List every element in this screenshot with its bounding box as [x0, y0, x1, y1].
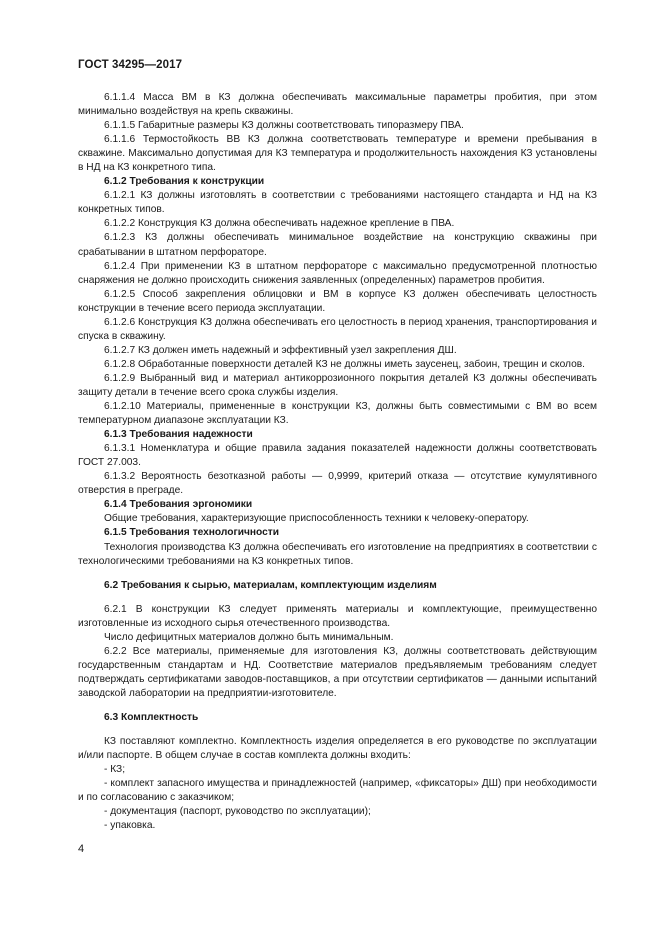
clause-6-2-1: 6.2.1 В конструкции КЗ следует применять материалы и комплектующие, преимущественно изготовленные из исходного сырья отечественного производства. — [78, 603, 597, 629]
clause-6-2-2: 6.2.2 Все материалы, применяемые для изготовления КЗ, должны соответствовать действующим государственным стандартам и НД. Соответствие материалов предъявляемым требованиям следует подтверждать сертификатами заводов-поставщиков, а при отсутствии сертификатов — данными испытаний заводской лаборатории на предприятии-изготовителе. — [78, 645, 597, 699]
clause-6-1-2-5: 6.1.2.5 Способ закрепления облицовки и ВМ в корпусе КЗ должен обеспечивать целостность конструкции в течение всего периода эксплуатации. — [78, 288, 597, 314]
list-item: - упаковка. — [104, 820, 156, 832]
clause-6-1-3-2: 6.1.3.2 Вероятность безотказной работы — 0,9999, критерий отказа — отсутствие кумулятивного отверстия в преграде. — [78, 471, 597, 497]
heading-6-1-4: 6.1.4 Требования эргономики — [104, 499, 253, 511]
clause-6-1-1-4: 6.1.1.4 Масса ВМ в КЗ должна обеспечивать максимальные параметры пробития, при этом минимально воздействуя на крепь скважины. — [78, 92, 597, 118]
clause-6-1-2-7: 6.1.2.7 КЗ должен иметь надежный и эффективный узел закрепления ДШ. — [104, 344, 457, 356]
clause-6-1-5-text: Технология производства КЗ должна обеспечивать его изготовление на предприятиях в соответствии с технологическими требованиями на КЗ конкретных типов. — [78, 541, 597, 567]
clause-6-1-1-5: 6.1.1.5 Габаритные размеры КЗ должны соответствовать типоразмеру ПВА. — [104, 120, 464, 132]
clause-6-1-1-6: 6.1.1.6 Термостойкость ВВ КЗ должна соответствовать температуре и времени пребывания в скважине. Максимально допустимая для КЗ температура и продолжительность нахождения КЗ установлены в НД на КЗ конкретного типа. — [78, 134, 597, 174]
clause-6-1-4-text: Общие требования, характеризующие приспособленность техники к человеку-оператору. — [104, 513, 529, 525]
heading-6-3: 6.3 Комплектность — [104, 711, 199, 723]
clause-6-2-1-note: Число дефицитных материалов должно быть минимальным. — [104, 631, 394, 643]
document-body — [78, 91, 597, 833]
clause-6-1-2-8: 6.1.2.8 Обработанные поверхности деталей КЗ не должны иметь заусенец, забоин, трещин и сколов. — [104, 358, 585, 370]
clause-6-1-2-4: 6.1.2.4 При применении КЗ в штатном перфораторе с максимально предусмотренной плотностью снаряжения не должно происходить снижения заявленных (определенных) параметров пробития. — [78, 260, 597, 286]
list-item: - документация (паспорт, руководство по эксплуатации); — [104, 806, 371, 818]
clause-6-1-3-1: 6.1.3.1 Номенклатура и общие правила задания показателей надежности должны соответствовать ГОСТ 27.003. — [78, 443, 597, 469]
clause-6-1-2-10: 6.1.2.10 Материалы, примененные в конструкции КЗ, должны быть совместимыми с ВМ во всем температурном диапазоне эксплуатации КЗ. — [78, 401, 597, 427]
page-number: 4 — [78, 843, 85, 855]
heading-6-1-5: 6.1.5 Требования технологичности — [104, 527, 280, 539]
clause-6-1-2-3: 6.1.2.3 КЗ должны обеспечивать минимальное воздействие на конструкцию скважины при срабатывании в штатном перфораторе. — [78, 232, 597, 258]
list-item: - комплект запасного имущества и принадлежностей (например, «фиксаторы» ДШ) при необходимости и по согласованию с заказчиком; — [78, 778, 597, 804]
clause-6-1-2-2: 6.1.2.2 Конструкция КЗ должна обеспечивать надежное крепление в ПВА. — [104, 218, 455, 230]
heading-6-1-2: 6.1.2 Требования к конструкции — [104, 176, 265, 188]
clause-6-1-2-6: 6.1.2.6 Конструкция КЗ должна обеспечивать его целостность в период хранения, транспортирования и спуска в скважину. — [78, 316, 597, 342]
heading-6-2: 6.2 Требования к сырью, материалам, комплектующим изделиям — [104, 579, 437, 591]
clause-6-1-2-1: 6.1.2.1 КЗ должны изготовлять в соответствии с требованиями настоящего стандарта и НД на КЗ конкретных типов. — [78, 190, 597, 216]
page-header-title: ГОСТ 34295—2017 — [78, 59, 183, 71]
clause-6-1-2-9: 6.1.2.9 Выбранный вид и материал антикоррозионного покрытия деталей КЗ должны обеспечивать защиту детали в течение всего срока службы изделия. — [78, 372, 597, 398]
heading-6-1-3: 6.1.3 Требования надежности — [104, 429, 253, 441]
list-item: - КЗ; — [104, 764, 126, 776]
clause-6-3-text: КЗ поставляют комплектно. Комплектность изделия определяется в его руководстве по эксплуатации и/или паспорте. В общем случае в состав комплекта должны входить: — [78, 736, 597, 762]
